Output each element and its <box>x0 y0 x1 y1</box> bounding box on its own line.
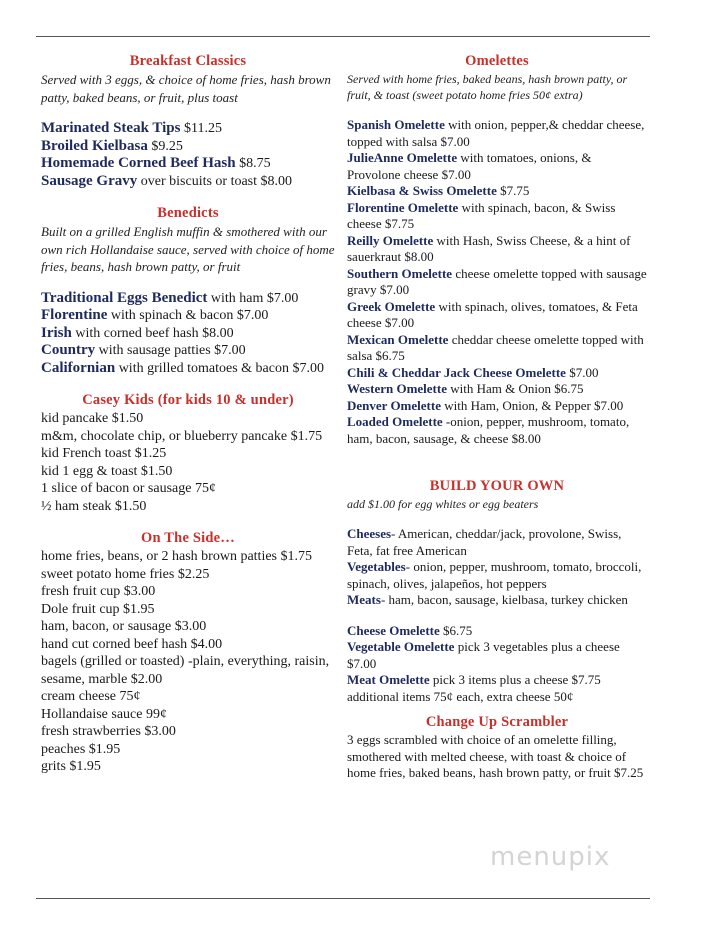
menu-item: grits $1.95 <box>41 759 101 774</box>
menu-item: ½ ham steak $1.50 <box>41 498 147 514</box>
breakfast-classics-list <box>41 120 335 190</box>
bottom-rule <box>36 898 650 899</box>
menu-item: Homemade Corned Beef Hash $8.75 <box>41 155 271 171</box>
breakfast-classics-title: Breakfast Classics <box>129 53 247 69</box>
menu-item: fresh strawberries $3.00 <box>41 724 176 739</box>
menu-item: peaches $1.95 <box>41 741 121 757</box>
benedicts-title: Benedicts <box>157 205 219 221</box>
menu-item: Florentine Omelette with spinach, bacon, & Swiss cheese $7.75 <box>347 199 616 231</box>
menu-item: Greek Omelette with spinach, olives, tomatoes, & Feta cheese $7.00 <box>347 298 638 330</box>
menu-item: Kielbasa & Swiss Omelette $7.75 <box>347 183 530 198</box>
menu-item: Mexican Omelette cheddar cheese omelette topped with salsa $6.75 <box>347 331 644 363</box>
build-your-own-title: BUILD YOUR OWN <box>429 478 565 494</box>
menu-item: Broiled Kielbasa $9.25 <box>41 137 183 154</box>
menu-item: Reilly Omelette with Hash, Swiss Cheese, & a hint of sauerkraut $8.00 <box>347 232 631 264</box>
menu-item: Meats- ham, bacon, sausage, kielbasa, turkey chicken <box>347 592 628 607</box>
watermark: menupix <box>490 842 611 872</box>
menu-item: hand cut corned beef hash $4.00 <box>41 636 223 652</box>
scrambler-text: 3 eggs scrambled with choice of an omelette filling, smothered with melted cheese, with toast & choice of home fries, baked beans, hash brown patty, or fruit $7.25 <box>347 732 644 780</box>
menu-item: Denver Omelette with Ham, Onion, & Pepper $7.00 <box>347 397 624 413</box>
menu-item: kid 1 egg & toast $1.50 <box>41 463 173 479</box>
menu-item: Southern Omelette cheese omelette topped with sausage gravy $7.00 <box>347 265 647 297</box>
menu-item: Country with sausage patties $7.00 <box>41 342 246 358</box>
menu-item: cream cheese 75¢ <box>41 689 141 704</box>
menu-item: Dole fruit cup $1.95 <box>41 601 155 617</box>
menu-item: Spanish Omelette with onion, pepper,& cheddar cheese, topped with salsa $7.00 <box>347 117 645 149</box>
menu-item: Western Omelette with Ham & Onion $6.75 <box>347 381 584 396</box>
on-the-side-list <box>41 548 335 776</box>
casey-kids-title: Casey Kids (for kids 10 & under) <box>82 392 294 408</box>
menu-item: Vegetables- onion, pepper, mushroom, tomato, broccoli, spinach, olives, jalapeños, hot peppers <box>347 559 642 591</box>
menu-item: Traditional Eggs Benedict with ham $7.00 <box>41 289 299 306</box>
menu-item: ham, bacon, or sausage $3.00 <box>41 619 207 634</box>
menu-item: bagels (grilled or toasted) -plain, everything, raisin, sesame, marble $2.00 <box>41 654 330 687</box>
on-the-side-title: On The Side… <box>141 530 235 546</box>
menu-item: Vegetable Omelette pick 3 vegetables plus a cheese $7.00 <box>347 639 620 671</box>
menu-item: kid pancake $1.50 <box>41 411 144 426</box>
menu-item: Loaded Omelette -onion, pepper, mushroom, tomato, ham, bacon, sausage, & cheese $8.00 <box>347 414 630 446</box>
benedicts-list <box>41 290 335 378</box>
menu-item: Chili & Cheddar Jack Cheese Omelette $7.00 <box>347 364 599 380</box>
menu-item: Californian with grilled tomatoes & bacon $7.00 <box>41 359 324 376</box>
menu-item: home fries, beans, or 2 hash brown patties $1.75 <box>41 549 312 564</box>
menu-item: Irish with corned beef hash $8.00 <box>41 324 234 341</box>
scrambler-description <box>347 732 647 782</box>
build-your-own-note: add $1.00 for egg whites or egg beaters <box>347 497 539 511</box>
omelettes-title: Omelettes <box>465 53 529 69</box>
build-prices-list <box>347 623 647 706</box>
top-rule <box>36 36 650 37</box>
menu-item: fresh fruit cup $3.00 <box>41 584 156 599</box>
menu-item: Florentine with spinach & bacon $7.00 <box>41 307 269 323</box>
menu-item: m&m, chocolate chip, or blueberry pancake $1.75 <box>41 428 323 444</box>
menu-item: Marinated Steak Tips $11.25 <box>41 120 222 136</box>
left-column <box>41 52 335 776</box>
breakfast-classics-note: Served with 3 eggs, & choice of home fries, hash brown patty, baked beans, or fruit, plus toast <box>41 72 331 105</box>
casey-kids-list <box>41 410 335 515</box>
menu-item: Cheeses- American, cheddar/jack, provolone, Swiss, Feta, fat free American <box>347 526 622 558</box>
extra-items-note: additional items 75¢ each, extra cheese 50¢ <box>347 688 574 704</box>
menu-item: JulieAnne Omelette with tomatoes, onions, & Provolone cheese $7.00 <box>347 150 592 182</box>
omelettes-note: Served with home fries, baked beans, hash brown patty, or fruit, & toast (sweet potato home fries 50¢ extra) <box>347 72 628 102</box>
omelettes-list <box>347 117 647 447</box>
menu-item: Meat Omelette pick 3 items plus a cheese $7.75 <box>347 672 601 687</box>
menu-item: 1 slice of bacon or sausage 75¢ <box>41 481 216 496</box>
menu-item: Hollandaise sauce 99¢ <box>41 706 167 722</box>
benedicts-note: Built on a grilled English muffin & smothered with our own rich Hollandaise sauce, served with choice of home fries, beans, hash brown patty, or fruit <box>41 224 335 274</box>
change-up-scrambler-title: Change Up Scrambler <box>425 714 569 730</box>
menu-item: sweet potato home fries $2.25 <box>41 566 210 582</box>
menu-item: Cheese Omelette $6.75 <box>347 622 473 638</box>
build-options-list <box>347 526 647 609</box>
menu-item: Sausage Gravy over biscuits or toast $8.00 <box>41 172 293 189</box>
menu-item: kid French toast $1.25 <box>41 446 167 461</box>
right-column <box>347 52 647 782</box>
